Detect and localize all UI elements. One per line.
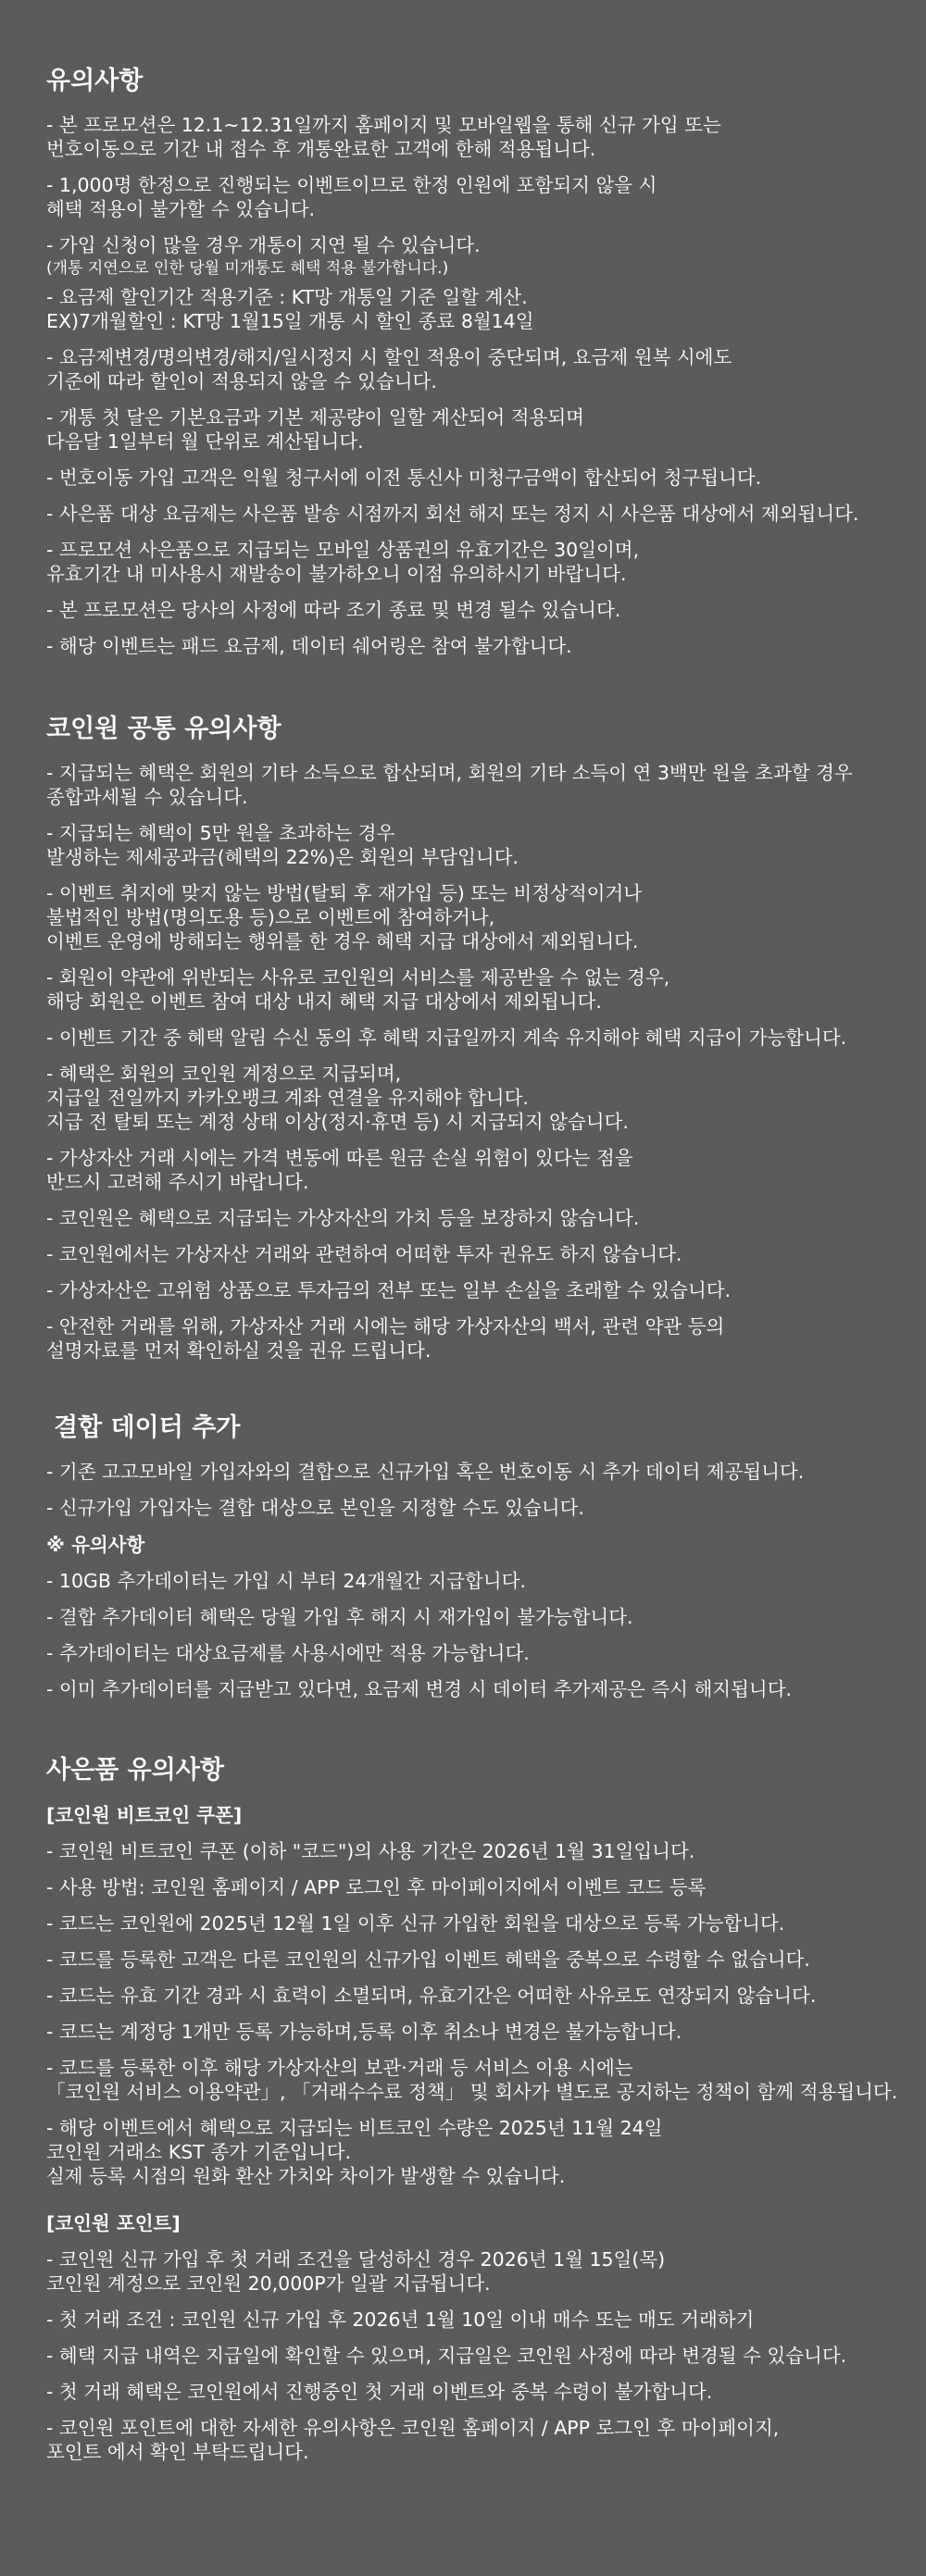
list-item: - 첫 거래 조건 : 코인원 신규 가입 후 2026년 1월 10일 이내 매수 또는 매도 거래하기 <box>46 2308 755 2331</box>
section-title-gift: 사은품 유의사항 <box>46 1756 224 1785</box>
list-item: - 첫 거래 혜택은 코인원에서 진행중인 첫 거래 이벤트와 중복 수령이 불가합니다. <box>46 2381 713 2403</box>
list-item: - 10GB 추가데이터는 가입 시 부터 24개월간 지급합니다. <box>46 1570 526 1592</box>
list-item: - 해당 이벤트는 패드 요금제, 데이터 쉐어링은 참여 불가합니다. <box>46 635 572 657</box>
list-item: - 코드는 유효 기간 경과 시 효력이 소멸되며, 유효기간은 어떠한 사유로도 연장되지 않습니다. <box>46 1985 817 2007</box>
list-item: - 가상자산은 고위험 상품으로 투자금의 전부 또는 일부 손실을 초래할 수 있습니다. <box>46 1279 732 1301</box>
list-item: - 코인원 비트코인 쿠폰 (이하 "코드")의 사용 기간은 2026년 1월 31일입니다. <box>46 1840 695 1862</box>
list-item: - 지급되는 혜택은 회원의 기타 소득으로 합산되며, 회원의 기타 소득이 연 3백만 원을 초과할 경우 종합과세될 수 있습니다. <box>46 762 853 808</box>
section-notice <box>46 65 898 670</box>
list-item: - 1,000명 한정으로 진행되는 이벤트이므로 한정 인원에 포함되지 않을 시 혜택 적용이 불가할 수 있습니다. <box>46 174 657 220</box>
list-item: - 신규가입 가입자는 결합 대상으로 본인을 지정할 수도 있습니다. <box>46 1497 584 1519</box>
list-item: - 요금제변경/명의변경/해지/일시정지 시 할인 적용이 중단되며, 요금제 원복 시에도 기준에 따라 할인이 적용되지 않을 수 있습니다. <box>46 346 732 392</box>
list-item: - 코드는 계정당 1개만 등록 가능하며,등록 이후 취소나 변경은 불가능합니다. <box>46 2021 682 2043</box>
list-item: - 코드를 등록한 고객은 다른 코인원의 신규가입 이벤트 혜택을 중복으로 수령할 수 없습니다. <box>46 1948 810 1971</box>
list-item: - 프로모션 사은품으로 지급되는 모바일 상품권의 유효기간은 30일이며, 유효기간 내 미사용시 재발송이 불가하오니 이점 유의하시기 바랍니다. <box>46 539 640 585</box>
list-item: - 본 프로모션은 12.1~12.31일까지 홈페이지 및 모바일웹을 통해 신규 가입 또는 번호이동으로 기간 내 접수 후 개통완료한 고객에 한해 적용됩니다. <box>46 114 721 160</box>
list-item: - 회원이 약관에 위반되는 사유로 코인원의 서비스를 제공받을 수 없는 경우, 해당 회원은 이벤트 참여 대상 내지 혜택 지급 대상에서 제외됩니다. <box>46 966 670 1013</box>
list-item: - 번호이동 가입 고객은 익월 청구서에 이전 통신사 미청구금액이 합산되어 청구됩니다. <box>46 467 762 489</box>
section-title-coinone-common: 코인원 공통 유의사항 <box>46 715 282 743</box>
list-item: - 추가데이터는 대상요금제를 사용시에만 적용 가능합니다. <box>46 1642 530 1664</box>
list-item <box>46 233 898 280</box>
note-heading: ※ 유의사항 <box>46 1534 145 1556</box>
section-combined-data <box>46 1412 898 1713</box>
list-item-note: (개통 지연으로 인한 당월 미개통도 혜택 적용 불가합니다.) <box>46 259 449 278</box>
list-item: - 기존 고고모바일 가입자와의 결합으로 신규가입 혹은 번호이동 시 추가 데이터 제공됩니다. <box>46 1461 805 1483</box>
list-item: - 이벤트 기간 중 혜택 알림 수신 동의 후 혜택 지급일까지 계속 유지해야 혜택 지급이 가능합니다. <box>46 1027 847 1049</box>
list-item: - 코인원 포인트에 대한 자세한 유의사항은 코인원 홈페이지 / APP 로그인 후 마이페이지, 포인트 에서 확인 부탁드립니다. <box>46 2417 780 2463</box>
list-item: - 해당 이벤트에서 혜택으로 지급되는 비트코인 수량은 2025년 11월 24일 코인원 거래소 KST 종가 기준입니다. 실제 등록 시점의 원화 환산 가치와 차이가 발생할 수 있습니다. <box>46 2117 663 2187</box>
section-coinone-common <box>46 713 898 1375</box>
list-item-text: - 가입 신청이 많을 경우 개통이 지연 될 수 있습니다. <box>46 234 481 256</box>
group-label-bitcoin-coupon: [코인원 비트코인 쿠폰] <box>46 1804 243 1826</box>
list-item: - 결합 추가데이터 혜택은 당월 가입 후 해지 시 재가입이 불가능합니다. <box>46 1606 633 1628</box>
list-item: - 이벤트 취지에 맞지 않는 방법(탈퇴 후 재가입 등) 또는 비정상적이거나 불법적인 방법(명의도용 등)으로 이벤트에 참여하거나, 이벤트 운영에 방해되는 행위를 한 경우 혜택 지급 대상에서 제외됩니다. <box>46 882 643 952</box>
group-label-coinone-point: [코인원 포인트] <box>46 2212 181 2234</box>
list-item: - 가상자산 거래 시에는 가격 변동에 따른 원금 손실 위험이 있다는 점을 반드시 고려해 주시기 바랍니다. <box>46 1147 633 1193</box>
list-item: - 혜택 지급 내역은 지급일에 확인할 수 있으며, 지급일은 코인원 사정에 따라 변경될 수 있습니다. <box>46 2345 847 2367</box>
list-item: - 혜택은 회원의 코인원 계정으로 지급되며, 지급일 전일까지 카카오뱅크 계좌 연결을 유지해야 합니다. 지급 전 탈퇴 또는 계정 상태 이상(정지·휴면 등) 시 지급되지 않습니다. <box>46 1063 629 1133</box>
list-item: - 코인원에서는 가상자산 거래와 관련하여 어떠한 투자 권유도 하지 않습니다. <box>46 1243 682 1265</box>
list-item: - 개통 첫 달은 기본요금과 기본 제공량이 일할 계산되어 적용되며 다음달 1일부터 월 단위로 계산됩니다. <box>46 406 584 453</box>
list-item: - 안전한 거래를 위해, 가상자산 거래 시에는 해당 가상자산의 백서, 관련 약관 등의 설명자료를 먼저 확인하실 것을 권유 드립니다. <box>46 1315 725 1362</box>
section-title-combined-data: 결합 데이터 추가 <box>54 1413 241 1442</box>
section-title-notice: 유의사항 <box>46 67 144 95</box>
section-gift <box>46 1754 898 2476</box>
list-item: - 요금제 할인기간 적용기준 : KT망 개통일 기준 일할 계산. EX)7개월할인 : KT망 1월15일 개통 시 할인 종료 8월14일 <box>46 286 534 332</box>
list-item: - 코인원 신규 가입 후 첫 거래 조건을 달성하신 경우 2026년 1월 15일(목) 코인원 계정으로 코인원 20,000P가 일괄 지급됩니다. <box>46 2248 666 2295</box>
list-item: - 코드를 등록한 이후 해당 가상자산의 보관·거래 등 서비스 이용 시에는 「코인원 서비스 이용약관」, 「거래수수료 정책」 및 회사가 별도로 공지하는 정책이 함께 적용됩니다. <box>46 2057 898 2103</box>
list-item: - 코드는 코인원에 2025년 12월 1일 이후 신규 가입한 회원을 대상으로 등록 가능합니다. <box>46 1912 785 1935</box>
list-item: - 이미 추가데이터를 지급받고 있다면, 요금제 변경 시 데이터 추가제공은 즉시 해지됩니다. <box>46 1678 793 1700</box>
list-item: - 사용 방법: 코인원 홈페이지 / APP 로그인 후 마이페이지에서 이벤트 코드 등록 <box>46 1876 707 1898</box>
list-item: - 지급되는 혜택이 5만 원을 초과하는 경우 발생하는 제세공과금(혜택의 22%)은 회원의 부담입니다. <box>46 822 519 868</box>
list-item: - 본 프로모션은 당사의 사정에 따라 조기 종료 및 변경 될수 있습니다. <box>46 599 621 621</box>
list-item: - 사은품 대상 요금제는 사은품 발송 시점까지 회선 해지 또는 정지 시 사은품 대상에서 제외됩니다. <box>46 503 859 525</box>
list-item: - 코인원은 혜택으로 지급되는 가상자산의 가치 등을 보장하지 않습니다. <box>46 1207 640 1229</box>
